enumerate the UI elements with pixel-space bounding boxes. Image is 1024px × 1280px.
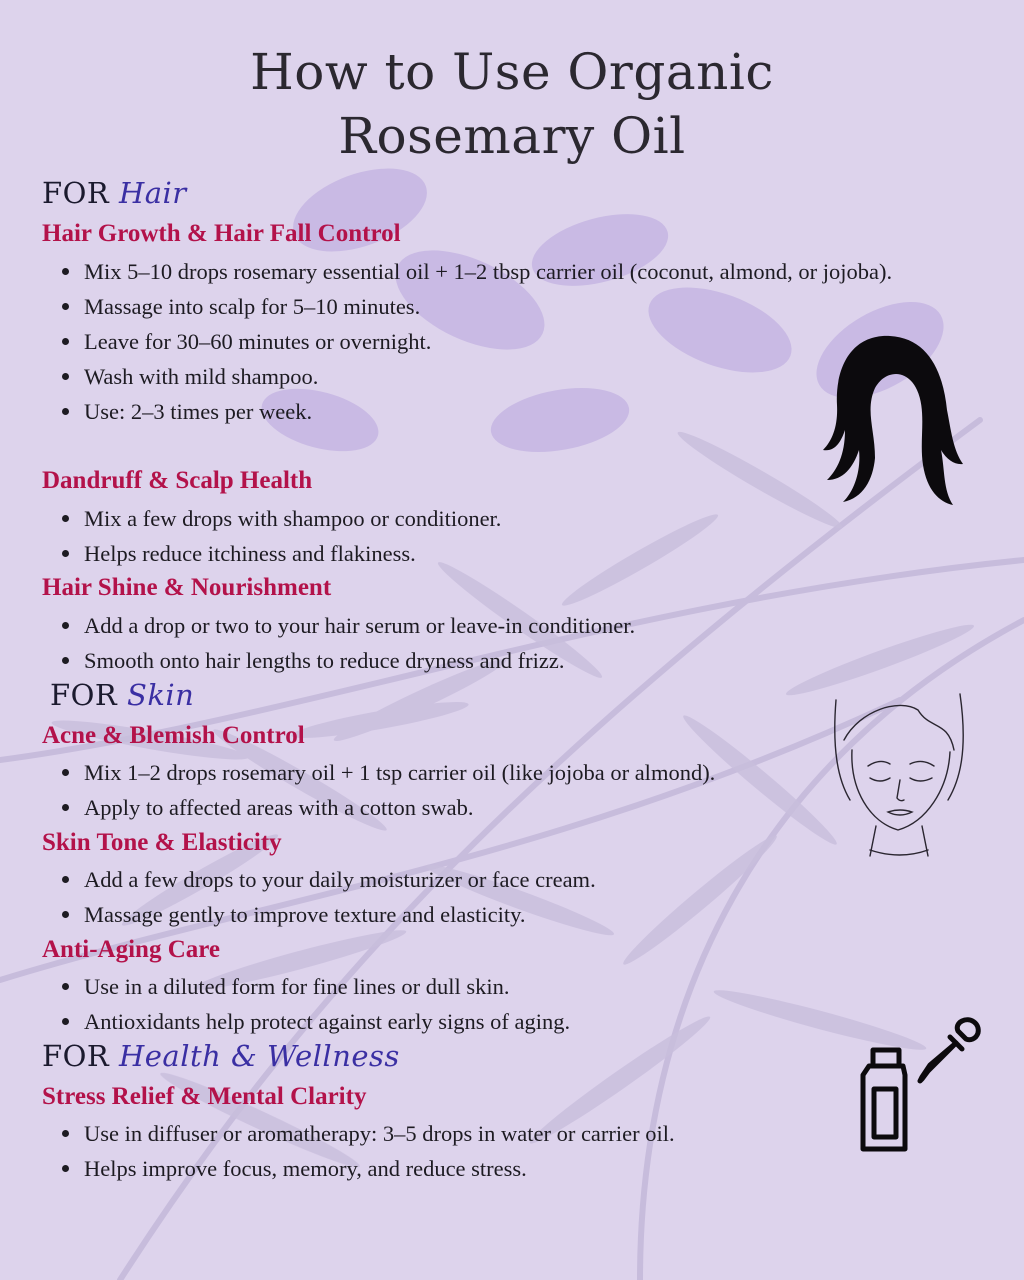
- subheading-hair-shine: Hair Shine & Nourishment: [42, 574, 332, 601]
- list-item: Massage into scalp for 5–10 minutes.: [62, 289, 922, 324]
- subheading-hair-growth: Hair Growth & Hair Fall Control: [42, 220, 401, 247]
- list-item: Add a few drops to your daily moisturizer or face cream.: [62, 862, 942, 897]
- section-health-accent: Health & Wellness: [118, 1039, 400, 1073]
- list-item: Massage gently to improve texture and elasticity.: [62, 897, 942, 932]
- page-title-line1: How to Use Organic: [250, 43, 774, 101]
- section-health: [42, 1039, 400, 1073]
- oil-bottle-icon: [855, 1045, 917, 1155]
- list-item: Use: 2–3 times per week.: [62, 394, 922, 429]
- list-item: Use in a diluted form for fine lines or dull skin.: [62, 969, 942, 1004]
- section-hair-accent: Hair: [118, 176, 187, 210]
- dropper-icon: [912, 1015, 984, 1087]
- list-item: Use in diffuser or aromatherapy: 3–5 drops in water or carrier oil.: [62, 1116, 942, 1151]
- page-title-line2: Rosemary Oil: [338, 107, 686, 165]
- section-hair: [42, 176, 187, 210]
- subheading-acne: Acne & Blemish Control: [42, 722, 305, 749]
- list-item: Smooth onto hair lengths to reduce dryness and frizz.: [62, 643, 942, 678]
- list-item: Add a drop or two to your hair serum or leave-in conditioner.: [62, 608, 942, 643]
- list-item: Apply to affected areas with a cotton swab.: [62, 790, 942, 825]
- section-health-lead: FOR: [42, 1039, 119, 1073]
- hair-icon: [815, 330, 965, 510]
- section-skin-accent: Skin: [126, 678, 195, 712]
- list-hair-shine: [62, 608, 942, 678]
- section-skin-lead: FOR: [50, 678, 127, 712]
- list-item: Mix a few drops with shampoo or conditioner.: [62, 501, 942, 536]
- section-skin: [50, 678, 194, 712]
- list-item: Mix 1–2 drops rosemary oil + 1 tsp carrier oil (like jojoba or almond).: [62, 755, 942, 790]
- subheading-skin-tone: Skin Tone & Elasticity: [42, 829, 282, 856]
- subheading-stress-relief: Stress Relief & Mental Clarity: [42, 1083, 367, 1110]
- list-stress-relief: [62, 1116, 942, 1186]
- list-item: Leave for 30–60 minutes or overnight.: [62, 324, 922, 359]
- subheading-dandruff: Dandruff & Scalp Health: [42, 467, 313, 494]
- list-item: Helps improve focus, memory, and reduce stress.: [62, 1151, 942, 1186]
- face-icon: [830, 690, 970, 860]
- list-hair-growth: [62, 254, 922, 429]
- list-skin-tone: [62, 862, 942, 932]
- list-anti-aging: [62, 969, 942, 1039]
- list-acne: [62, 755, 942, 825]
- subheading-anti-aging: Anti-Aging Care: [42, 936, 221, 963]
- list-item: Wash with mild shampoo.: [62, 359, 922, 394]
- section-hair-lead: FOR: [42, 176, 119, 210]
- list-dandruff: [62, 501, 942, 571]
- list-item: Antioxidants help protect against early signs of aging.: [62, 1004, 942, 1039]
- list-item: Mix 5–10 drops rosemary essential oil + 1–2 tbsp carrier oil (coconut, almond, or jojoba).: [62, 254, 922, 289]
- list-item: Helps reduce itchiness and flakiness.: [62, 536, 942, 571]
- page-title: [0, 40, 1024, 168]
